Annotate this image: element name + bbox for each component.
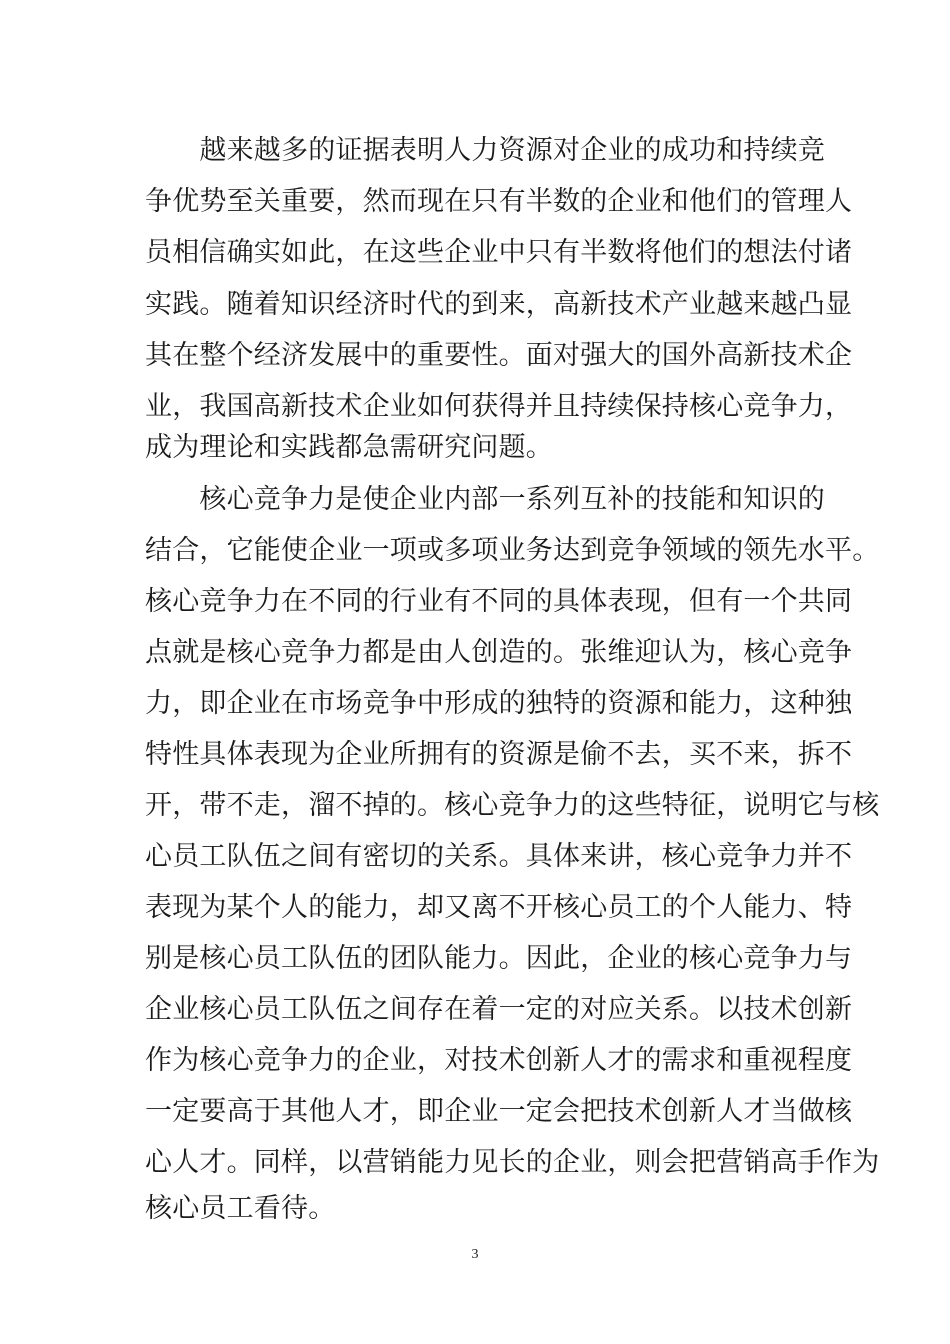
text-line: 核心员工看待。 <box>145 1193 336 1224</box>
page-number: 3 <box>471 1247 479 1262</box>
text-line: 核心竞争力在不同的行业有不同的具体表现，但有一个共同 <box>145 586 853 617</box>
text-line: 特性具体表现为企业所拥有的资源是偷不去，买不来，拆不 <box>145 739 853 770</box>
text-line: 作为核心竞争力的企业，对技术创新人才的需求和重视程度 <box>145 1045 853 1076</box>
text-line: 一定要高于其他人才，即企业一定会把技术创新人才当做核 <box>145 1096 853 1127</box>
text-line: 结合，它能使企业一项或多项业务达到竞争领域的领先水平。 <box>145 535 880 566</box>
text-line: 成为理论和实践都急需研究问题。 <box>145 432 553 463</box>
text-line: 心员工队伍之间有密切的关系。具体来讲，核心竞争力并不 <box>145 841 853 872</box>
text-line: 开，带不走，溜不掉的。核心竞争力的这些特征，说明它与核 <box>145 790 880 821</box>
text-line: 心人才。同样，以营销能力见长的企业，则会把营销高手作为 <box>145 1147 880 1178</box>
text-line: 核心竞争力是使企业内部一系列互补的技能和知识的 <box>145 484 825 515</box>
text-line: 别是核心员工队伍的团队能力。因此，企业的核心竞争力与 <box>145 943 853 974</box>
text-line: 员相信确实如此，在这些企业中只有半数将他们的想法付诸 <box>145 237 853 268</box>
text-line: 表现为某个人的能力，却又离不开核心员工的个人能力、特 <box>145 892 853 923</box>
text-line: 争优势至关重要，然而现在只有半数的企业和他们的管理人 <box>145 186 853 217</box>
text-line: 实践。随着知识经济时代的到来，高新技术产业越来越凸显 <box>145 289 853 320</box>
text-line: 力，即企业在市场竞争中形成的独特的资源和能力，这种独 <box>145 688 853 719</box>
text-line: 业，我国高新技术企业如何获得并且持续保持核心竞争力， <box>145 391 853 422</box>
text-line: 点就是核心竞争力都是由人创造的。张维迎认为，核心竞争 <box>145 637 853 668</box>
text-line: 越来越多的证据表明人力资源对企业的成功和持续竞 <box>145 135 825 166</box>
text-line: 企业核心员工队伍之间存在着一定的对应关系。以技术创新 <box>145 994 853 1025</box>
text-line: 其在整个经济发展中的重要性。面对强大的国外高新技术企 <box>145 340 853 371</box>
